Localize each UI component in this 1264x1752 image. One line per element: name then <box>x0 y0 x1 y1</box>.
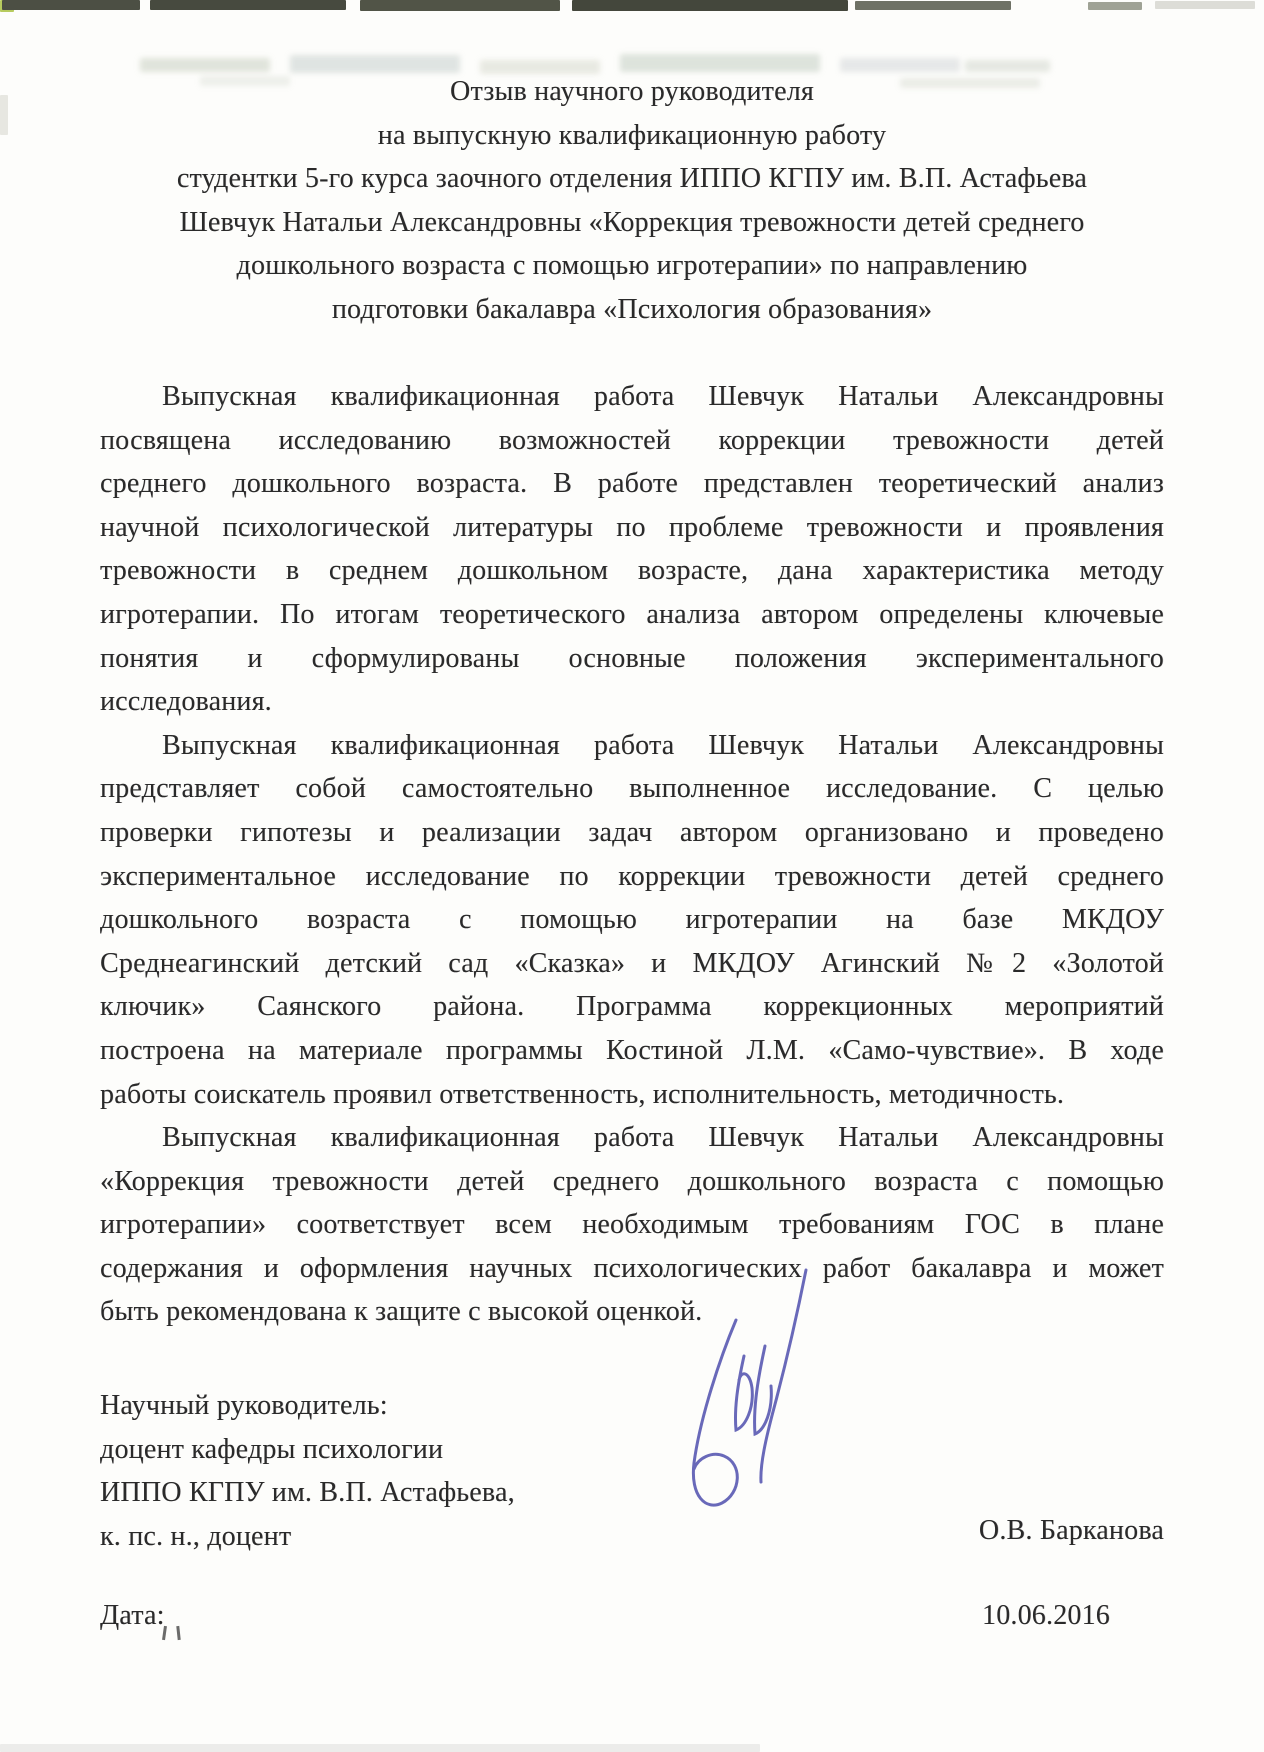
supervisor-line: доцент кафедры психологии <box>100 1433 444 1465</box>
date-label: Дата: <box>100 1600 165 1631</box>
body-line: научной психологической литературы по проблеме тревожности и проявления <box>100 511 1164 543</box>
body-line: ключик» Саянского района. Программа коррекционных мероприятий <box>100 991 1164 1023</box>
scan-edge-shadow <box>0 1744 760 1752</box>
title-line: подготовки бакалавра «Психология образования» <box>331 293 933 325</box>
review-text <box>100 375 1164 1334</box>
title-line: на выпускную квалификационную работу <box>377 119 887 151</box>
date-row <box>100 1594 1110 1638</box>
body-line: Выпускная квалификационная работа Шевчук Натальи Александровны <box>162 1122 1164 1154</box>
scanner-edge-artifact <box>855 1 1011 10</box>
scanner-edge-artifact <box>1155 1 1255 9</box>
body-line: содержания и оформления научных психологических работ бакалавра и может <box>100 1252 1164 1284</box>
body-line: экспериментальное исследование по коррекции тревожности детей среднего <box>100 860 1164 892</box>
body-line: проверки гипотезы и реализации задач автором организовано и проведено <box>100 816 1164 848</box>
scanner-edge-artifact <box>360 0 560 11</box>
supervisor-line: к. пс. н., доцент <box>100 1520 292 1552</box>
supervisor-line: Научный руководитель: <box>100 1390 388 1421</box>
title-line: Шевчук Натальи Александровны «Коррекция тревожности детей среднего <box>179 206 1085 238</box>
scanner-edge-artifact <box>2 0 140 10</box>
supervisor-name: О.В. Барканова <box>978 1515 1164 1546</box>
body-line: исследования. <box>100 686 272 718</box>
body-line: понятия и сформулированы основные положения экспериментального <box>100 642 1164 674</box>
body-line: Выпускная квалификационная работа Шевчук Натальи Александровны <box>162 729 1164 761</box>
body-line: игротерапии. По итогам теоретического анализа автором определены ключевые <box>100 598 1164 630</box>
title-block <box>100 70 1164 331</box>
body-line: Среднеагинский детский сад «Сказка» и МКДОУ Агинский №2 «Золотой <box>100 947 1164 979</box>
scanner-edge-artifact <box>150 0 346 10</box>
title-line: дошкольного возраста с помощью игротерапии» по направлению <box>236 250 1028 281</box>
title-line: Отзыв научного руководителя <box>450 76 814 107</box>
body-line: тревожности в среднем дошкольном возрасте, дана характеристика методу <box>100 555 1164 587</box>
body-line: Выпускная квалификационная работа Шевчук Натальи Александровны <box>162 381 1164 412</box>
body-line: построена на материале программы Костиной Л.М. «Само-чувствие». В ходе <box>100 1034 1164 1066</box>
body-line: «Коррекция тревожности детей среднего дошкольного возраста с помощью <box>100 1165 1164 1197</box>
handwritten-signature <box>648 1268 848 1518</box>
body-line: представляет собой самостоятельно выполненное исследование. С целью <box>100 773 1164 805</box>
scan-edge-shadow <box>0 95 8 135</box>
body-line: игротерапии» соответствует всем необходимым требованиям ГОС в плане <box>100 1209 1164 1241</box>
body-line: быть рекомендована к защите с высокой оценкой. <box>100 1296 703 1328</box>
scanner-edge-artifact <box>572 0 848 11</box>
scanner-edge-artifact <box>1088 2 1142 10</box>
date-value: 10.06.2016 <box>982 1600 1110 1631</box>
body-line: работы соискатель проявил ответственность, исполнительность, методичность. <box>100 1078 1065 1110</box>
title-line: студентки 5-го курса заочного отделения ИППО КГПУ им. В.П. Астафьева <box>176 163 1088 194</box>
body-line: дошкольного возраста с помощью игротерапии на базе МКДОУ <box>100 904 1164 936</box>
body-line: посвящена исследованию возможностей коррекции тревожности детей <box>100 424 1164 456</box>
supervisor-line: ИППО КГПУ им. В.П. Астафьева, <box>100 1477 515 1509</box>
body-line: среднего дошкольного возраста. В работе представлен теоретический анализ <box>100 468 1164 500</box>
